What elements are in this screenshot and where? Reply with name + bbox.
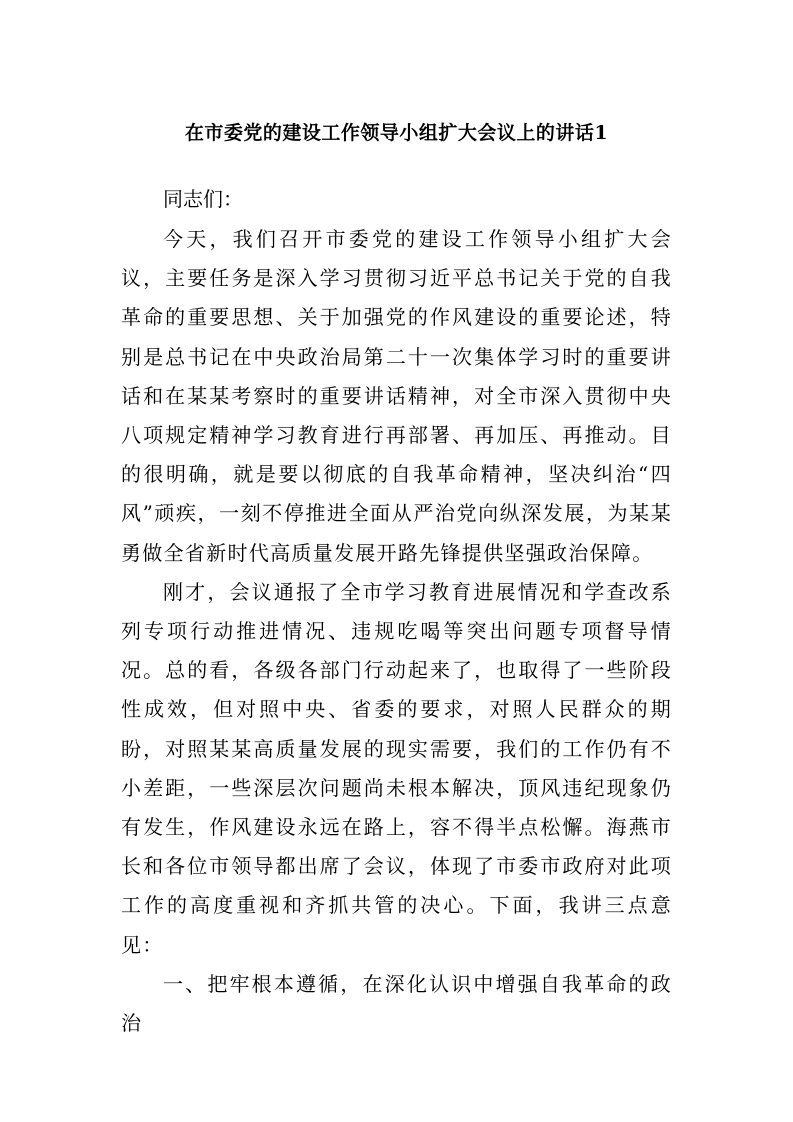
salutation: 同志们：: [163, 187, 243, 211]
document-title: 在市委党的建设工作领导小组扩大会议上的讲话1: [184, 122, 609, 144]
section-heading-one: 一、把牢根本遵循，在深化认识中增强自我革命的政治: [121, 971, 672, 1036]
paragraph-review: 刚才，会议通报了全市学习教育进展情况和学查改系列专项行动推进情况、违规吃喝等突出问题专项督导情况。总的看，各级各部门行动起来了，也取得了一些阶段性成效，但对照中央、省委的要求，对照人民群众的期盼，对照某某高质量发展的现实需要，我们的工作仍有不小差距，一些深层次问题尚未根本解决，顶风违纪现象仍有发生，作风建设永远在路上，容不得半点松懈。海燕市长和各位市领导都出席了会议，体现了市委市政府对此项工作的高度重视和齐抓共管的决心。下面，我讲三点意见：: [121, 579, 672, 957]
paragraph-opening: 今天，我们召开市委党的建设工作领导小组扩大会议，主要任务是深入学习贯彻习近平总书记关于党的自我革命的重要思想、关于加强党的作风建设的重要论述，特别是总书记在中央政治局第二十一次集体学习时的重要讲话和在某某考察时的重要讲话精神，对全市深入贯彻中央八项规定精神学习教育进行再部署、再加压、再推动。目的很明确，就是要以彻底的自我革命精神，坚决纠治“四风”顽疾，一刻不停推进全面从严治党向纵深发展，为某某勇做全省新时代高质量发展开路先锋提供坚强政治保障。: [121, 227, 672, 565]
